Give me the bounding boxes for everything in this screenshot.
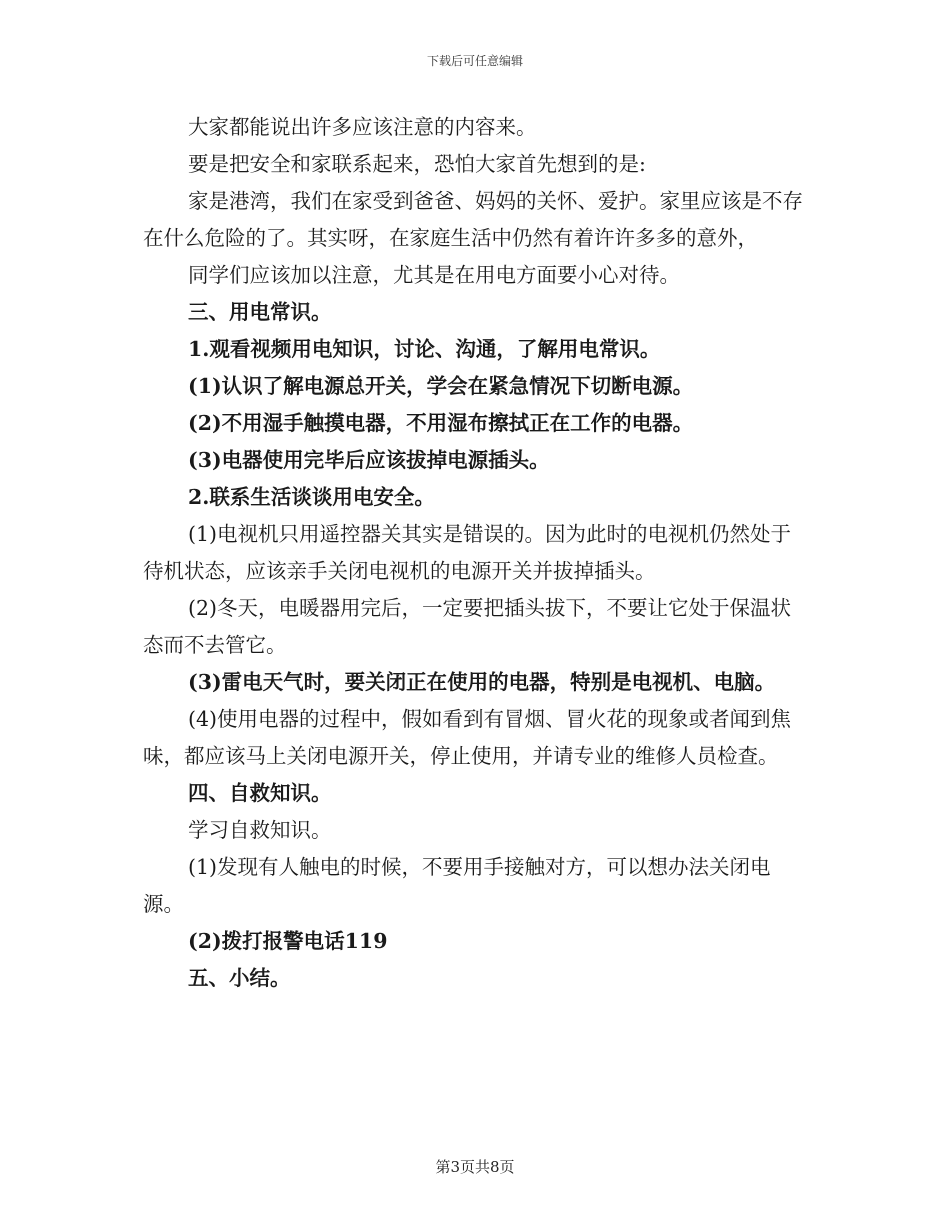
list-item: (2)拨打报警电话119: [188, 929, 388, 953]
list-item: (4)使用电器的过程中，假如看到有冒烟、冒火花的现象或者闻到焦味，都应该马上关闭电源开关，停止使用，并请专业的维修人员检查。: [143, 707, 792, 768]
list-item: (1)发现有人触电的时候，不要用手接触对方，可以想办法关闭电源。: [143, 855, 771, 916]
paragraph: 学习自救知识。: [188, 818, 332, 842]
list-item: (1)认识了解电源总开关，学会在紧急情况下切断电源。: [188, 374, 694, 398]
list-item: (2)冬天，电暖器用完后，一定要把插头拔下，不要让它处于保温状态而不去管它。: [143, 596, 792, 657]
subsection-heading: 2.联系生活谈谈用电安全。: [188, 485, 435, 509]
paragraph: 同学们应该加以注意，尤其是在用电方面要小心对待。: [188, 263, 680, 287]
document-body: [143, 109, 808, 997]
paragraph: 要是把安全和家联系起来，恐怕大家首先想到的是:: [188, 152, 646, 176]
subsection-heading: 1.观看视频用电知识，讨论、沟通，了解用电常识。: [188, 337, 661, 361]
list-item: (2)不用湿手触摸电器，不用湿布擦拭正在工作的电器。: [188, 411, 694, 435]
list-item: (3)电器使用完毕后应该拔掉电源插头。: [188, 448, 550, 472]
list-item: (1)电视机只用遥控器关其实是错误的。因为此时的电视机仍然处于待机状态，应该亲手关闭电视机的电源开关并拔掉插头。: [143, 522, 792, 583]
page-footer: 第3页共8页: [435, 1158, 515, 1176]
list-item: (3)雷电天气时，要关闭正在使用的电器，特别是电视机、电脑。: [188, 670, 776, 694]
section-heading: 三、用电常识。: [188, 300, 332, 324]
paragraph: 大家都能说出许多应该注意的内容来。: [188, 115, 537, 139]
section-heading: 四、自救知识。: [188, 781, 332, 805]
page-header: 下载后可任意编辑: [426, 54, 523, 68]
section-heading: 五、小结。: [188, 966, 291, 990]
paragraph: 家是港湾，我们在家受到爸爸、妈妈的关怀、爱护。家里应该是不存在什么危险的了。其实呀，在家庭生活中仍然有着许许多多的意外，: [143, 189, 803, 250]
